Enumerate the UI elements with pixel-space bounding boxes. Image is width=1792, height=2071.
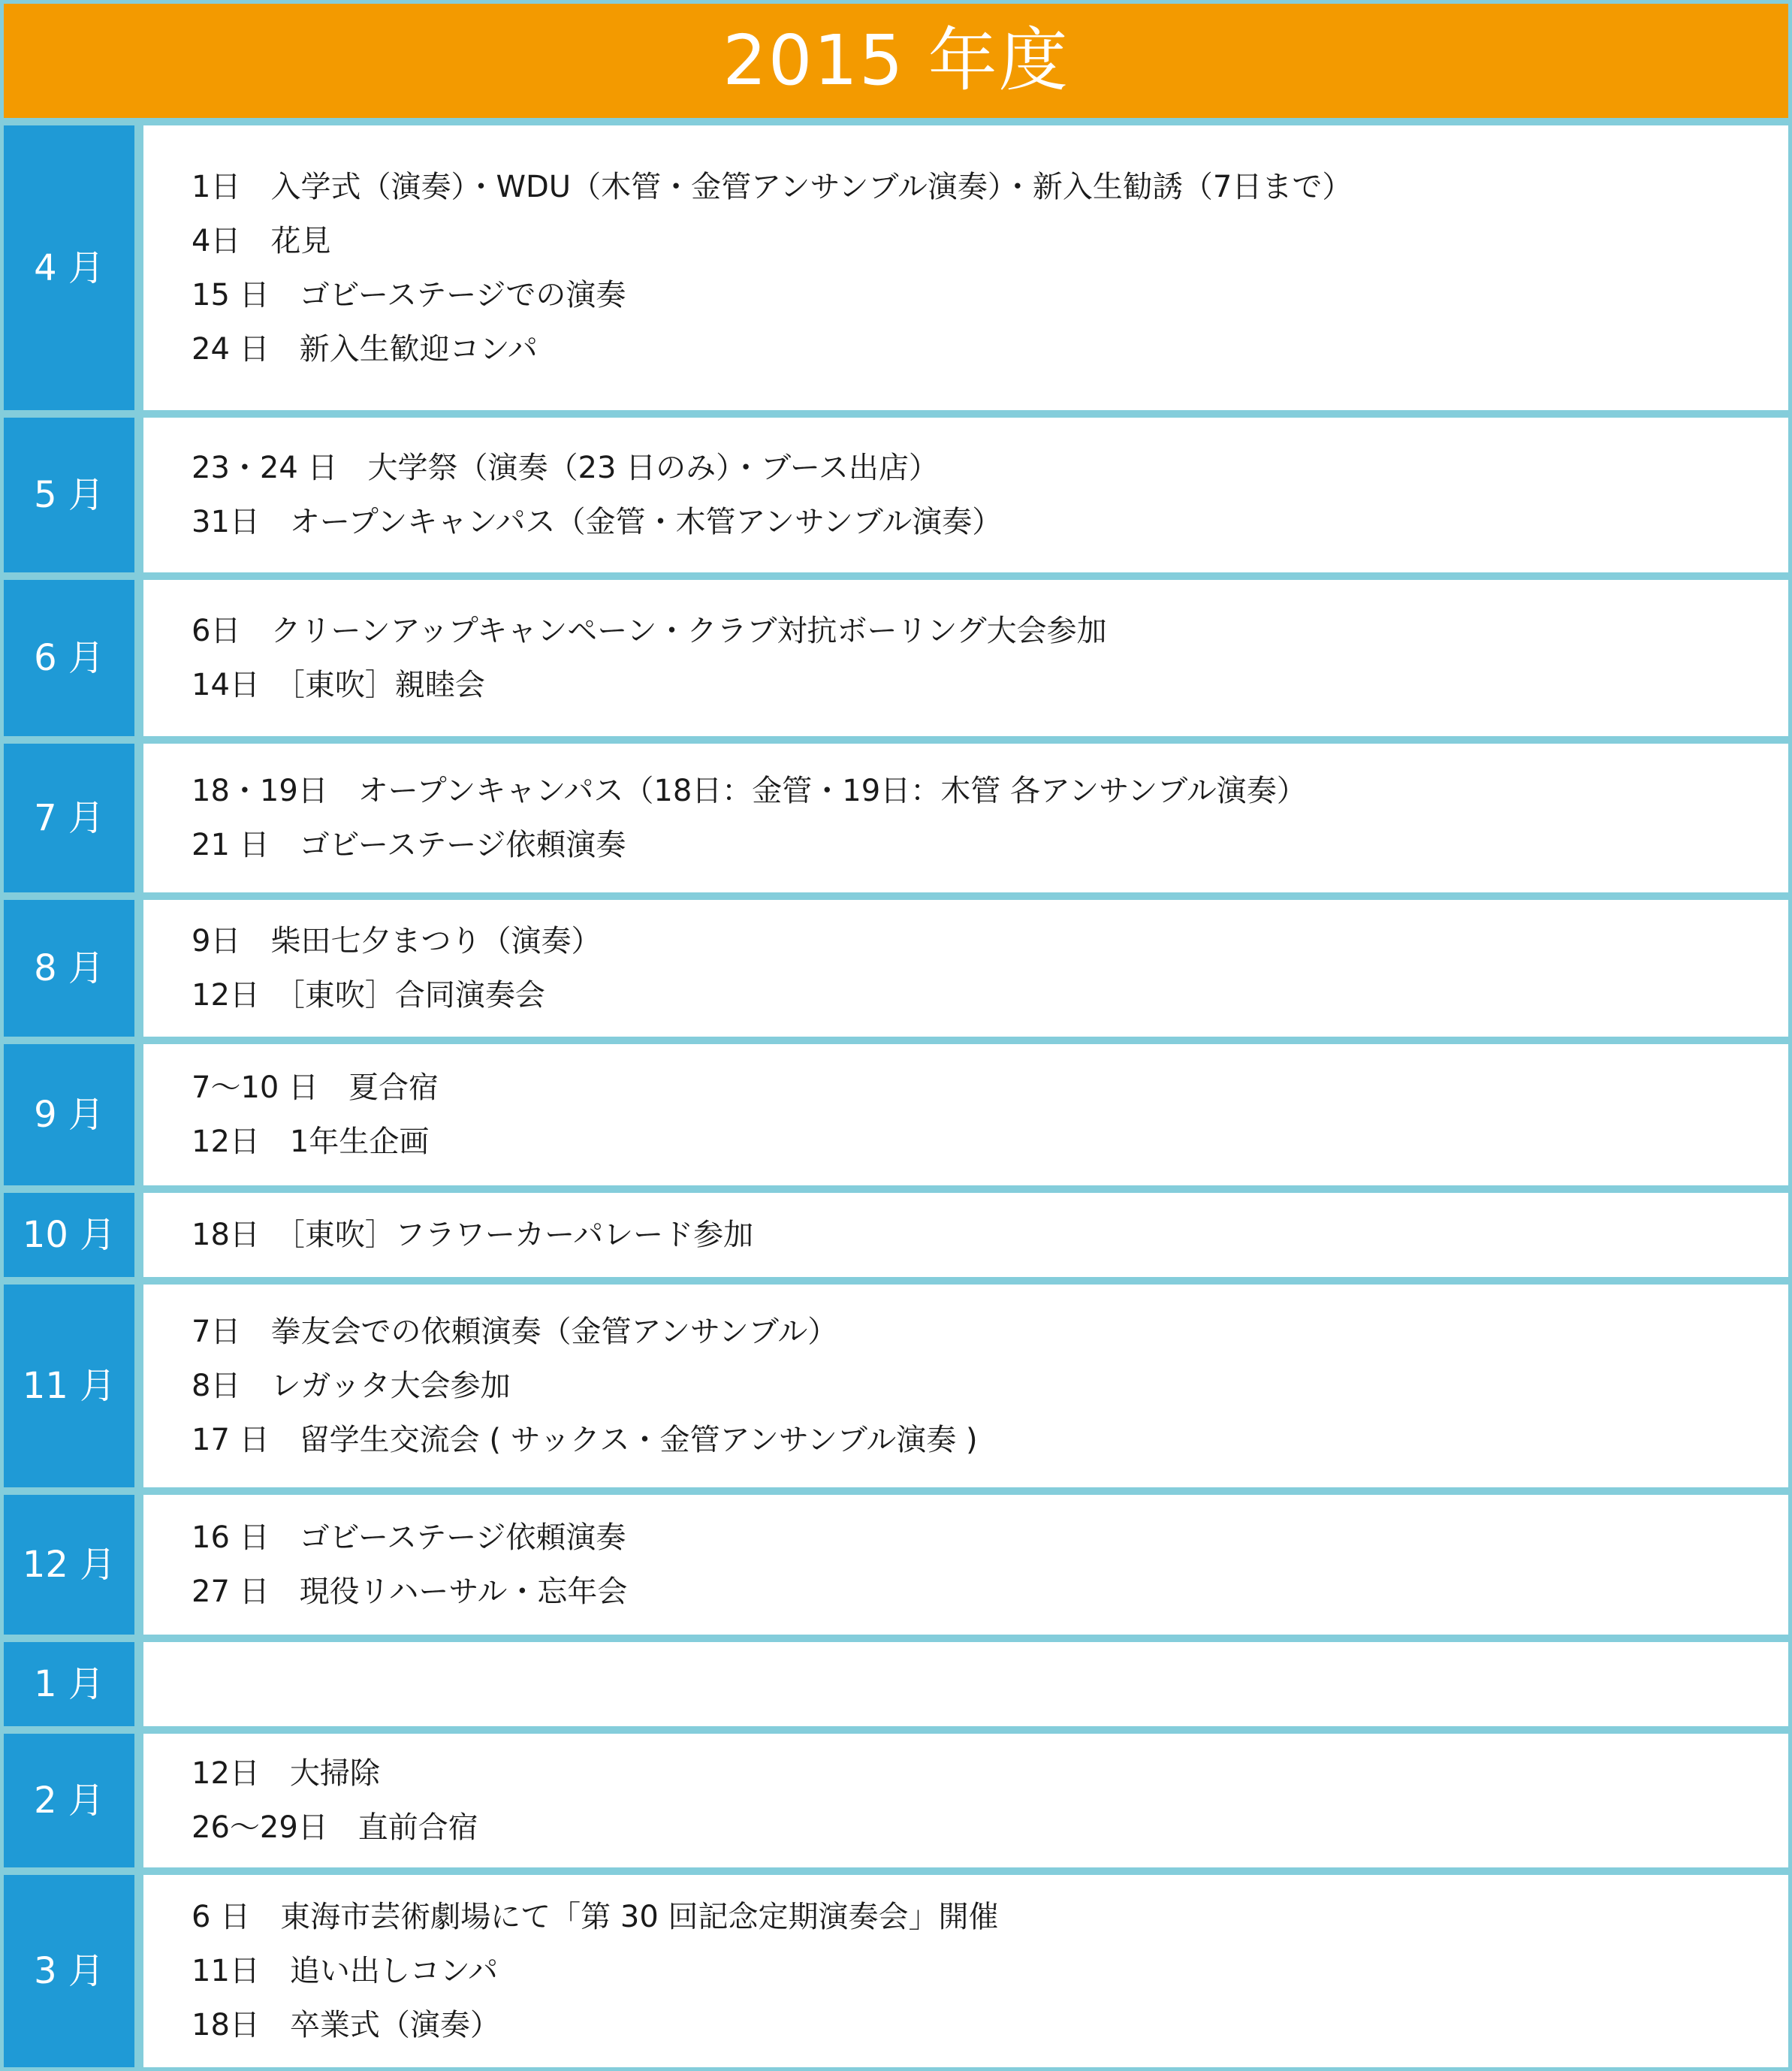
event-item: 15 日 ゴビーステージでの演奏 [192, 277, 626, 312]
month-label: 8 月 [34, 947, 104, 989]
event-cell [143, 1285, 1788, 1487]
event-item: 23・24 日 大学祭（演奏（23 日のみ）・ブース出店） [192, 451, 939, 485]
month-cell [4, 1193, 134, 1277]
event-item: 14日 ［東吹］親睦会 [192, 668, 485, 702]
event-cell [143, 1495, 1788, 1635]
month-label: 4 月 [34, 246, 104, 289]
month-label: 3 月 [34, 1950, 104, 1992]
event-item: 6日 クリーンアップキャンペーン・クラブ対抗ボーリング大会参加 [192, 614, 1107, 648]
month-label: 1 月 [34, 1663, 104, 1705]
event-cell [143, 1875, 1788, 2067]
month-label: 6 月 [34, 637, 104, 679]
event-cell [143, 1193, 1788, 1277]
month-cell [4, 1044, 134, 1185]
event-item: 12日 1年生企画 [192, 1125, 430, 1159]
event-cell [143, 1044, 1788, 1185]
event-item: 31日 オープンキャンパス（金管・木管アンサンブル演奏） [192, 505, 1003, 539]
month-cell [4, 1642, 134, 1726]
event-cell [143, 418, 1788, 572]
event-cell [143, 580, 1788, 736]
event-cell [143, 744, 1788, 892]
event-item: 27 日 現役リハーサル・忘年会 [192, 1574, 628, 1609]
month-cell [4, 125, 134, 410]
event-item: 16 日 ゴビーステージ依頼演奏 [192, 1520, 626, 1555]
event-cell [143, 900, 1788, 1037]
event-cell [143, 1642, 1788, 1726]
event-item: 12日 大掃除 [192, 1756, 380, 1791]
month-label: 7 月 [34, 797, 104, 839]
event-item: 9日 柴田七夕まつり（演奏） [192, 924, 602, 959]
event-item: 26〜29日 直前合宿 [192, 1810, 478, 1845]
month-label: 5 月 [34, 474, 104, 516]
event-item: 21 日 ゴビーステージ依頼演奏 [192, 828, 626, 862]
event-item: 18日 ［東吹］フラワーカーパレード参加 [192, 1218, 754, 1252]
event-item: 24 日 新入生歓迎コンパ [192, 331, 538, 367]
year-header [4, 4, 1788, 118]
event-item: 11日 追い出しコンパ [192, 1954, 499, 1988]
event-item: 1日 入学式（演奏）・WDU（木管・金管アンサンブル演奏）・新入生勧誘（7日まで） [192, 169, 1353, 204]
year-title: 2015 年度 [723, 20, 1069, 101]
month-cell [4, 1875, 134, 2067]
event-cell [143, 125, 1788, 410]
month-label: 10 月 [22, 1214, 116, 1256]
event-item: 8日 レガッタ大会参加 [192, 1369, 511, 1403]
month-label: 12 月 [22, 1544, 116, 1586]
month-cell [4, 418, 134, 572]
event-item: 18・19日 オープンキャンパス（18日：金管・19日：木管 各アンサンブル演奏） [192, 774, 1307, 808]
month-label: 11 月 [22, 1365, 116, 1407]
event-cell [143, 1734, 1788, 1867]
event-item: 12日 ［東吹］合同演奏会 [192, 978, 545, 1013]
event-item: 7日 拳友会での依頼演奏（金管アンサンブル） [192, 1315, 838, 1349]
month-label: 9 月 [34, 1094, 104, 1136]
month-cell [4, 1495, 134, 1635]
month-label: 2 月 [34, 1780, 104, 1822]
event-item: 7〜10 日 夏合宿 [192, 1070, 439, 1105]
month-cell [4, 580, 134, 736]
event-item: 6 日 東海市芸術劇場にて「第 30 回記念定期演奏会」開催 [192, 1900, 999, 1934]
month-cell [4, 744, 134, 892]
month-cell [4, 1285, 134, 1487]
month-cell [4, 900, 134, 1037]
month-cell [4, 1734, 134, 1867]
event-item: 17 日 留学生交流会 ( サックス・金管アンサンブル演奏 ) [192, 1423, 978, 1457]
event-item: 18日 卒業式（演奏） [192, 2008, 500, 2042]
event-item: 4日 花見 [192, 223, 331, 258]
